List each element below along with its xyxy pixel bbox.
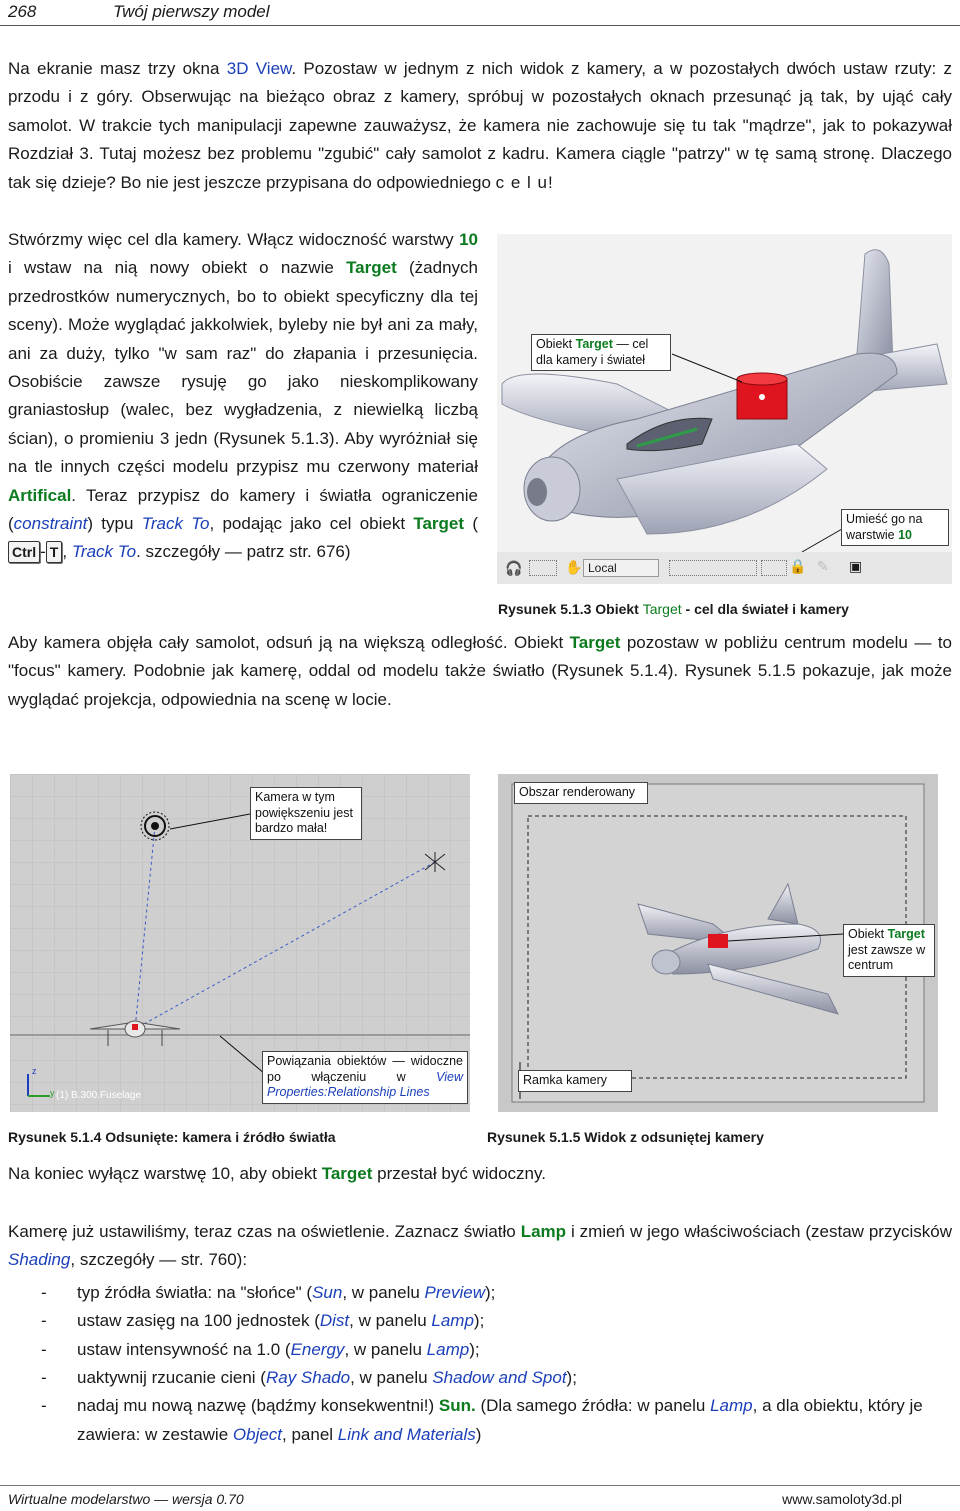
figure-target-object	[497, 234, 952, 584]
target-paragraph	[8, 226, 478, 567]
panel-name: Lamp	[710, 1396, 753, 1416]
text: , w panelu	[349, 1311, 432, 1331]
text: nadaj mu nową nazwę (bądźmy konsekwentni!)	[77, 1396, 439, 1416]
text: Na ekranie masz trzy okna	[8, 59, 227, 78]
text: i wstaw na nią nowy obiekt o nazwie	[8, 258, 347, 278]
list-item	[8, 1307, 952, 1335]
bullet-dash: -	[41, 1311, 47, 1331]
figure-caption-5-1-3	[498, 601, 849, 617]
text: );	[469, 1339, 480, 1359]
figure-camera-light	[10, 774, 470, 1112]
list-item	[8, 1364, 952, 1392]
layer-buttons-2[interactable]	[761, 560, 787, 576]
key-ctrl: Ctrl	[8, 541, 40, 563]
axis-z-label: z	[32, 1066, 37, 1076]
text: , panel	[282, 1424, 338, 1444]
text: Kamerę już ustawiliśmy, teraz czas na oświetlenie. Zaznacz światło	[8, 1222, 521, 1241]
text: ) typu	[87, 514, 142, 534]
term: Dist	[319, 1311, 350, 1331]
text: (Dla samego źródła: w panelu	[475, 1396, 711, 1416]
bullet-dash: -	[41, 1368, 47, 1388]
text: ,	[62, 542, 72, 562]
headphones-icon[interactable]: 🎧	[505, 560, 523, 576]
lamp-settings-list	[8, 1279, 952, 1449]
term-shading: Shading	[8, 1250, 71, 1270]
layer-buttons[interactable]	[669, 560, 757, 576]
sun-name: Sun.	[438, 1396, 476, 1416]
list-item	[8, 1279, 952, 1307]
text: -	[40, 542, 46, 562]
callout-camera-frame: Ramka kamery	[518, 1070, 632, 1092]
emphasis-celu: c e l u	[495, 172, 548, 192]
text: typ źródła światła: na "słońce" (	[77, 1282, 313, 1302]
local-dropdown[interactable]: Local	[583, 559, 659, 577]
text: ustaw intensywność na 1.0 (	[77, 1339, 291, 1359]
text: Obiekt	[536, 337, 576, 351]
text: , podając jako cel obiekt	[209, 514, 414, 534]
footer-website[interactable]: www.samoloty3d.pl	[782, 1491, 902, 1507]
list-item	[8, 1392, 952, 1449]
text: );	[485, 1282, 496, 1302]
term: Sun	[312, 1282, 343, 1302]
target-name: Target	[413, 514, 465, 534]
term-track-to: Track To	[71, 542, 137, 562]
distance-paragraph	[8, 629, 952, 714]
lock-icon[interactable]: 🔒	[789, 558, 807, 574]
text: . Teraz przypisz do kamery i światła ograniczenie (	[8, 485, 478, 534]
bullet-dash: -	[41, 1339, 47, 1359]
text: jest zawsze w centrum	[848, 942, 926, 972]
target-name: Target	[642, 601, 682, 617]
panel-name: Shadow and Spot	[432, 1368, 567, 1388]
term-constraint: constraint	[13, 514, 88, 534]
panel-name: Lamp	[426, 1339, 470, 1359]
target-name: Target	[569, 633, 621, 652]
hand-icon[interactable]: ✋	[565, 559, 583, 575]
text: )	[475, 1424, 482, 1444]
text: Umieść go na warstwie	[846, 512, 923, 542]
page-header	[0, 0, 960, 26]
target-name: Target	[575, 337, 613, 351]
callout-camera-small: Kamera w tym powiększeniu jest bardzo mała!	[250, 787, 362, 840]
blender-toolbar	[503, 558, 943, 580]
text: );	[473, 1311, 485, 1331]
target-name: Target	[346, 258, 397, 278]
callout-render-area: Obszar renderowany	[514, 782, 648, 804]
text: pozostaw w pobliżu centrum modelu — to "focus" kamery. Podobnie jak kamerę, oddal od modelu także światło (Rysunek 5.1.4). Rysunek 5.1.5 pokazuje, jak może wyglądać projekcja, odpowiednia na scenę w locie.	[8, 633, 953, 709]
callout-relation-lines	[262, 1051, 468, 1104]
figure-caption-5-1-5: Rysunek 5.1.5 Widok z odsuniętej kamery	[487, 1129, 764, 1145]
layer-number: 10	[459, 230, 478, 249]
bullet-dash: -	[41, 1396, 47, 1416]
panel-name: Link and Materials	[337, 1424, 476, 1444]
lighting-paragraph	[8, 1218, 952, 1449]
image-icon[interactable]: ▣	[849, 558, 863, 574]
text: !	[548, 172, 553, 192]
text: );	[566, 1368, 577, 1388]
material-name: Artifical	[8, 485, 72, 505]
panel-name: Preview	[424, 1282, 486, 1302]
text: , w panelu	[350, 1368, 433, 1388]
figure-caption-5-1-4: Rysunek 5.1.4 Odsunięte: kamera i źródło światła	[8, 1129, 336, 1145]
text: (żadnych przedrostków numerycznych, bo to obiekt specyficzny dla tej sceny). Może wyglądać jakkolwiek, byleby nie był ani za mały, ani za duży, tylko "w sam raz" do złapania i przesunięcia. Osobiście zawsze rysuję go jako nieskomplikowany graniastosłup (walec, bez wygładzenia, z niewielką liczbą ścian), o promieniu 3 jedn (Rysunek 5.1.3). Aby wyróżniał się na tle innych części modelu przypisz mu czerwony materiał	[8, 258, 478, 477]
text: przestał być widoczny.	[372, 1164, 546, 1183]
text: . Pozostaw w jednym z nich widok z kamery, a w pozostałych dwóch ustaw rzuty: z przodu i z góry. Obserwując na bieżąco obraz z kamery, spróbuj w pozostałych oknach przesunąć ją tak, by ująć cały samolot. W trakcie tych manipulacji zapewne zauważysz, że kamera nie zachowuje się tu tak "mądrze", jak to pokazywał Rozdział 3. Tutaj możesz bez problemu "zgubić" cały samolot z kadru. Kamera ciągle "patrzy" w tę samą stronę. Dlaczego tak się dzieje? Bo nie jest jeszcze przypisana do odpowiedniego	[8, 59, 953, 192]
term: Ray Shado	[265, 1368, 351, 1388]
pencil-icon[interactable]: ✎	[817, 558, 829, 574]
text: — cel dla kamery i świateł	[536, 337, 649, 367]
text: i zmień w jego właściwościach (zestaw przycisków	[566, 1222, 952, 1241]
text: Stwórzmy więc cel dla kamery. Włącz widoczność warstwy	[8, 230, 460, 249]
footer-rule	[0, 1485, 960, 1486]
term-track-to: Track To	[141, 514, 210, 534]
text: Powiązania obiektów — widoczne po włączeniu w	[267, 1054, 463, 1084]
target-name: Target	[321, 1164, 373, 1183]
figure-camera-view	[498, 774, 938, 1112]
text: Obiekt	[848, 927, 888, 941]
object-status: (1) B.300.Fuselage	[56, 1090, 142, 1101]
text: , szczegóły — str. 760):	[70, 1250, 248, 1270]
text: , w panelu	[344, 1339, 427, 1359]
link-view-properties: View Properties:Relationship Lines	[267, 1069, 463, 1099]
text: Na koniec wyłącz warstwę 10, aby obiekt	[8, 1164, 322, 1183]
text: ustaw zasięg na 100 jednostek (	[77, 1311, 320, 1331]
text: , w panelu	[342, 1282, 425, 1302]
panel-name: Lamp	[431, 1311, 474, 1331]
term: Energy	[290, 1339, 345, 1359]
text: . szczegóły — patrz str. 676)	[136, 542, 351, 562]
footer-book-title: Wirtualne modelarstwo — wersja 0.70	[8, 1491, 244, 1507]
intro-paragraph	[8, 55, 952, 197]
page-number: 268	[8, 2, 37, 21]
callout-target-center	[843, 924, 935, 977]
link-3d-view: 3D View	[226, 59, 292, 78]
layer-number: 10	[898, 527, 912, 542]
text: uaktywnij rzucanie cieni (	[77, 1368, 266, 1388]
panel-name: Object	[232, 1424, 283, 1444]
lamp-name: Lamp	[520, 1222, 567, 1241]
chapter-title: Twój pierwszy model	[113, 2, 270, 21]
axis-y-label: y	[50, 1088, 55, 1098]
callout-layer	[841, 509, 949, 546]
target-name: Target	[887, 927, 925, 941]
text: - cel dla świateł i kamery	[681, 601, 849, 617]
list-item	[8, 1336, 952, 1364]
text: , a dla obiektu, który je zawiera: w zestawie	[77, 1396, 923, 1444]
hide-layer-paragraph	[8, 1160, 952, 1188]
bullet-dash: -	[41, 1282, 47, 1302]
grid-icon[interactable]	[529, 560, 557, 576]
callout-target-object	[531, 334, 671, 371]
text: (	[464, 514, 478, 534]
text: Aby kamera objęła cały samolot, odsuń ją na większą odległość. Obiekt	[8, 633, 570, 652]
key-t: T	[46, 541, 63, 563]
text: Rysunek 5.1.3 Obiekt	[498, 601, 643, 617]
